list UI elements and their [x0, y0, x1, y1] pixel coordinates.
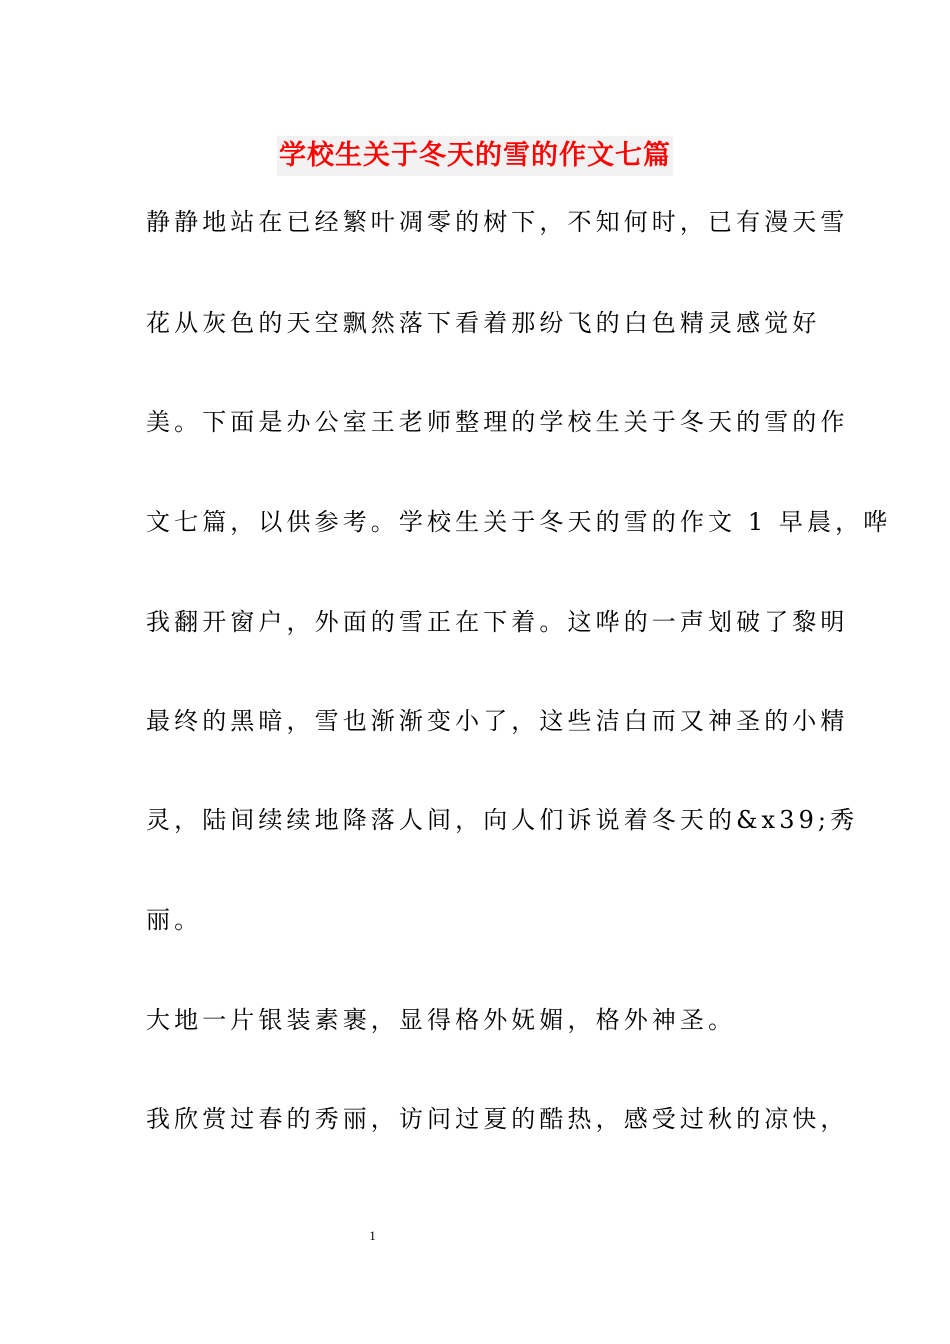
paragraph-line-7: 灵，陆间续续地降落人间，向人们诉说着冬天的&x39;秀	[146, 806, 859, 834]
paragraph-line-9: 大地一片银装素裹，显得格外妩媚，格外神圣。	[146, 1006, 737, 1034]
paragraph-line-3: 美。下面是办公室王老师整理的学校生关于冬天的雪的作	[146, 408, 849, 436]
paragraph-line-2: 花从灰色的天空飘然落下看着那纷飞的白色精灵感觉好	[146, 309, 821, 337]
page-number: 1	[369, 1228, 376, 1243]
paragraph-line-6: 最终的黑暗，雪也渐渐变小了，这些洁白而又神圣的小精	[146, 707, 849, 735]
paragraph-line-8: 丽。	[146, 906, 203, 934]
document-title-text: 学校生关于冬天的雪的作文七篇	[277, 136, 673, 176]
document-title	[0, 133, 950, 176]
paragraph-line-1: 静静地站在已经繁叶凋零的树下，不知何时，已有漫天雪	[146, 208, 849, 236]
paragraph-line-10: 我欣赏过春的秀丽，访问过夏的酷热，感受过秋的凉快，	[146, 1105, 849, 1133]
paragraph-line-5: 我翻开窗户，外面的雪正在下着。这哗的一声划破了黎明	[146, 608, 849, 636]
paragraph-line-4: 文七篇，以供参考。学校生关于冬天的雪的作文 1 早晨，哗	[146, 508, 892, 536]
